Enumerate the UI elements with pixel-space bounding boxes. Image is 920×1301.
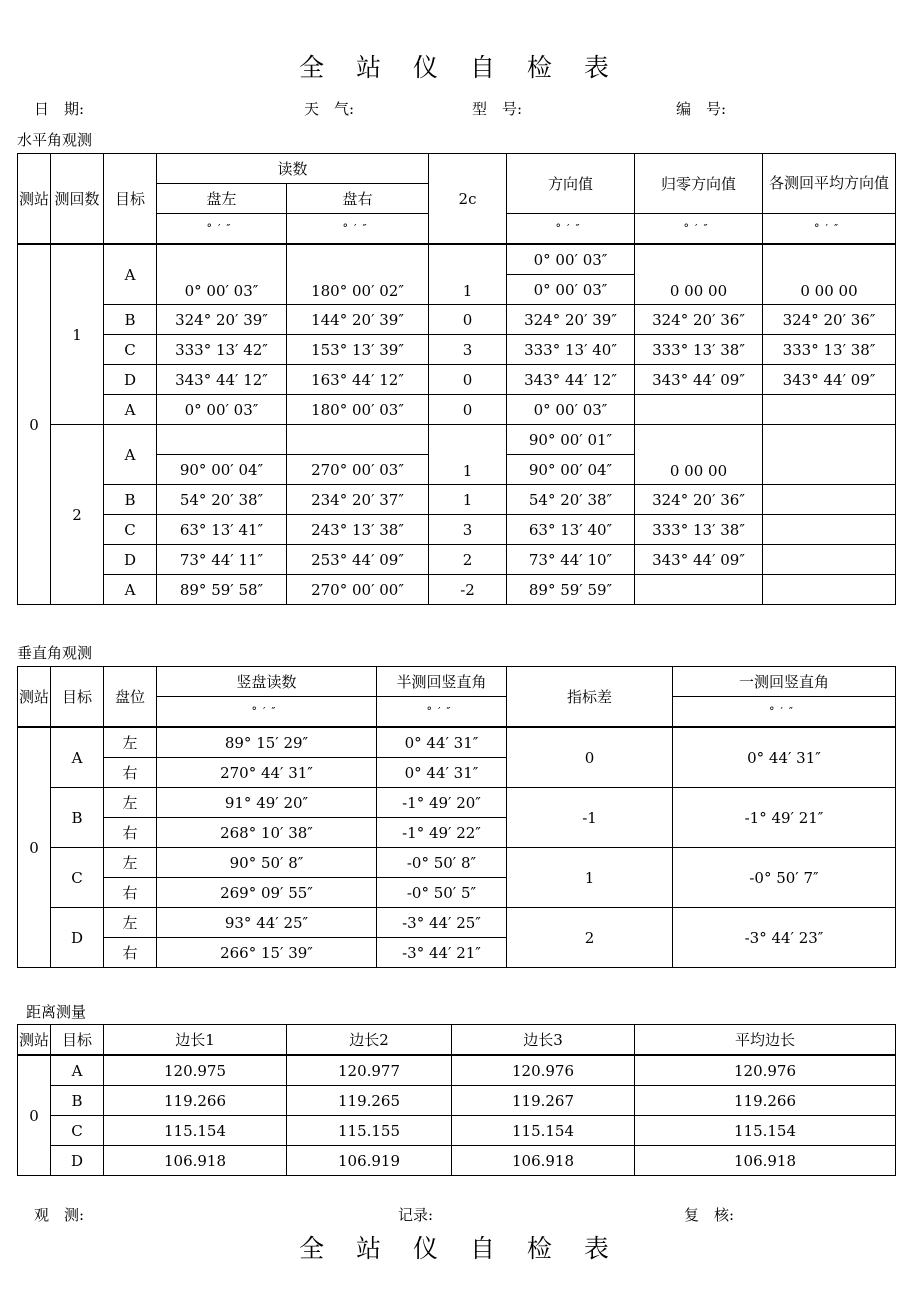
zeroed-direction: 324° 20′ 36″ [635,305,763,335]
2c-value: 3 [429,515,507,545]
header-round: 测回数 [51,154,104,245]
right-reading: 234° 20′ 37″ [287,485,429,515]
table-row [18,1055,896,1086]
target-cell: A [104,395,157,425]
header-station: 测站 [18,1025,51,1056]
direction-value: 63° 13′ 40″ [507,515,635,545]
half-round-angle: -1° 49′ 22″ [377,818,507,848]
right-reading: 153° 13′ 39″ [287,335,429,365]
right-reading: 144° 20′ 39″ [287,305,429,335]
left-reading [157,425,287,455]
header-side3: 边长3 [452,1025,635,1056]
units: °′″ [157,697,377,728]
left-reading: 54° 20′ 38″ [157,485,287,515]
header-full: 一测回竖直角 [673,667,896,697]
mean-direction: 343° 44′ 09″ [763,365,896,395]
header-average: 平均边长 [635,1025,896,1056]
distance-avg: 119.266 [635,1086,896,1116]
distance-s3: 119.267 [452,1086,635,1116]
mean-direction: 0 00 00 [763,244,896,305]
zeroed-direction: 0 00 00 [635,244,763,305]
position-cell: 右 [104,938,157,968]
half-round-angle: -0° 50′ 8″ [377,848,507,878]
table-row [18,575,896,605]
left-reading: 333° 13′ 42″ [157,335,287,365]
right-reading: 243° 13′ 38″ [287,515,429,545]
distance-s3: 115.154 [452,1116,635,1146]
left-reading: 63° 13′ 41″ [157,515,287,545]
target-cell: A [51,1055,104,1086]
distance-s1: 119.266 [104,1086,287,1116]
header-side2: 边长2 [287,1025,452,1056]
position-cell: 左 [104,848,157,878]
zeroed-direction: 343° 44′ 09″ [635,545,763,575]
distance-s1: 120.975 [104,1055,287,1086]
vertical-reading: 91° 49′ 20″ [157,788,377,818]
half-round-angle: 0° 44′ 31″ [377,758,507,788]
distance-s2: 115.155 [287,1116,452,1146]
units: °′″ [377,697,507,728]
full-round-angle: -3° 44′ 23″ [673,908,896,968]
2c-value: 2 [429,545,507,575]
zeroed-direction [635,395,763,425]
units: °′″ [673,697,896,728]
right-reading [287,425,429,455]
table-row [18,1146,896,1176]
zeroed-direction: 343° 44′ 09″ [635,365,763,395]
index-error: 2 [507,908,673,968]
table-row [18,1116,896,1146]
right-reading: 163° 44′ 12″ [287,365,429,395]
table-row [18,1086,896,1116]
vertical-reading: 89° 15′ 29″ [157,727,377,758]
header-station: 测站 [18,154,51,245]
direction-value: 89° 59′ 59″ [507,575,635,605]
index-error: 0 [507,727,673,788]
mean-direction: 324° 20′ 36″ [763,305,896,335]
distance-s3: 120.976 [452,1055,635,1086]
direction-value: 343° 44′ 12″ [507,365,635,395]
target-cell: C [51,1116,104,1146]
units: °′″ [763,214,896,245]
half-round-angle: -1° 49′ 20″ [377,788,507,818]
station-cell: 0 [18,244,51,605]
direction-value: 0° 00′ 03″ [507,275,635,305]
target-cell: B [51,788,104,848]
checker-label: 复 核: [684,1206,735,1224]
direction-value: 54° 20′ 38″ [507,485,635,515]
full-round-angle: -1° 49′ 21″ [673,788,896,848]
table-row [18,727,896,758]
vertical-reading: 269° 09′ 55″ [157,878,377,908]
table-row [18,425,896,455]
right-reading: 253° 44′ 09″ [287,545,429,575]
mean-direction [763,485,896,515]
mean-direction: 333° 13′ 38″ [763,335,896,365]
target-cell: A [51,727,104,788]
position-cell: 右 [104,818,157,848]
2c-value: 0 [429,395,507,425]
recorder-label: 记录: [398,1206,434,1224]
station-cell: 0 [18,727,51,968]
distance-s1: 115.154 [104,1116,287,1146]
header-half: 半测回竖直角 [377,667,507,697]
2c-value: 1 [429,244,507,305]
right-reading: 270° 00′ 00″ [287,575,429,605]
round-cell: 2 [51,425,104,605]
table-row [18,908,896,938]
target-cell: C [51,848,104,908]
left-reading: 0° 00′ 03″ [157,395,287,425]
date-label: 日 期: [34,100,85,118]
table-row [18,395,896,425]
target-cell: C [104,515,157,545]
horizontal-angle-table [17,153,896,605]
units: °′″ [635,214,763,245]
table-row [18,545,896,575]
header-target: 目标 [104,154,157,245]
units: °′″ [157,214,287,245]
table-row [18,244,896,275]
vertical-section-title: 垂直角观测 [17,644,93,662]
target-cell: D [104,365,157,395]
units: °′″ [287,214,429,245]
table-row [18,305,896,335]
distance-avg: 120.976 [635,1055,896,1086]
target-cell: A [104,244,157,305]
left-reading: 324° 20′ 39″ [157,305,287,335]
mean-direction [763,395,896,425]
distance-s2: 106.919 [287,1146,452,1176]
zeroed-direction: 0 00 00 [635,425,763,485]
right-reading: 180° 00′ 03″ [287,395,429,425]
target-cell: C [104,335,157,365]
distance-section-title: 距离测量 [26,1003,87,1021]
header-target: 目标 [51,667,104,728]
half-round-angle: 0° 44′ 31″ [377,727,507,758]
vertical-angle-table [17,666,896,968]
left-reading: 0° 00′ 03″ [157,244,287,305]
full-round-angle: -0° 50′ 7″ [673,848,896,908]
target-cell: D [51,1146,104,1176]
header-right: 盘右 [287,184,429,214]
number-label: 编 号: [676,100,727,118]
vertical-reading: 90° 50′ 8″ [157,848,377,878]
right-reading: 180° 00′ 02″ [287,244,429,305]
horizontal-section-title: 水平角观测 [17,131,93,149]
target-cell: B [104,305,157,335]
table-row [18,365,896,395]
index-error: 1 [507,848,673,908]
distance-s1: 106.918 [104,1146,287,1176]
units: °′″ [507,214,635,245]
direction-value: 324° 20′ 39″ [507,305,635,335]
header-station: 测站 [18,667,51,728]
left-reading: 73° 44′ 11″ [157,545,287,575]
vertical-reading: 270° 44′ 31″ [157,758,377,788]
2c-value: -2 [429,575,507,605]
table-row [18,515,896,545]
index-error: -1 [507,788,673,848]
half-round-angle: -3° 44′ 25″ [377,908,507,938]
model-label: 型 号: [472,100,523,118]
direction-value: 73° 44′ 10″ [507,545,635,575]
left-reading: 343° 44′ 12″ [157,365,287,395]
header-direction: 方向值 [507,154,635,214]
header-reading: 竖盘读数 [157,667,377,697]
distance-avg: 115.154 [635,1116,896,1146]
observer-label: 观 测: [34,1206,85,1224]
direction-value: 90° 00′ 04″ [507,455,635,485]
header-position: 盘位 [104,667,157,728]
header-2c: 2c [429,154,507,245]
table-row [18,485,896,515]
table-row [18,788,896,818]
vertical-reading: 93° 44′ 25″ [157,908,377,938]
2c-value: 0 [429,365,507,395]
header-index: 指标差 [507,667,673,728]
direction-value: 90° 00′ 01″ [507,425,635,455]
target-cell: A [104,575,157,605]
position-cell: 右 [104,878,157,908]
position-cell: 右 [104,758,157,788]
target-cell: D [104,545,157,575]
page-title: 全 站 仪 自 检 表 [299,53,621,82]
target-cell: B [51,1086,104,1116]
left-reading: 90° 00′ 04″ [157,455,287,485]
zeroed-direction: 333° 13′ 38″ [635,335,763,365]
header-reading: 读数 [157,154,429,184]
target-cell: D [51,908,104,968]
mean-direction [763,545,896,575]
position-cell: 左 [104,788,157,818]
table-row [18,335,896,365]
target-cell: B [104,485,157,515]
position-cell: 左 [104,727,157,758]
header-left: 盘左 [157,184,287,214]
zeroed-direction: 333° 13′ 38″ [635,515,763,545]
right-reading: 270° 00′ 03″ [287,455,429,485]
distance-s3: 106.918 [452,1146,635,1176]
mean-direction [763,425,896,485]
header-target: 目标 [51,1025,104,1056]
2c-value: 0 [429,305,507,335]
half-round-angle: -0° 50′ 5″ [377,878,507,908]
direction-value: 0° 00′ 03″ [507,244,635,275]
zeroed-direction [635,575,763,605]
mean-direction [763,575,896,605]
vertical-reading: 268° 10′ 38″ [157,818,377,848]
distance-s2: 120.977 [287,1055,452,1086]
vertical-reading: 266° 15′ 39″ [157,938,377,968]
left-reading: 89° 59′ 58″ [157,575,287,605]
distance-s2: 119.265 [287,1086,452,1116]
direction-value: 0° 00′ 03″ [507,395,635,425]
2c-value: 3 [429,335,507,365]
distance-table [17,1024,896,1176]
weather-label: 天 气: [304,100,355,118]
page-title-repeat: 全 站 仪 自 检 表 [299,1234,621,1263]
distance-avg: 106.918 [635,1146,896,1176]
2c-value: 1 [429,485,507,515]
mean-direction [763,515,896,545]
target-cell: A [104,425,157,485]
station-cell: 0 [18,1055,51,1176]
header-side1: 边长1 [104,1025,287,1056]
zeroed-direction: 324° 20′ 36″ [635,485,763,515]
half-round-angle: -3° 44′ 21″ [377,938,507,968]
header-zeroed: 归零方向值 [635,154,763,214]
2c-value: 1 [429,425,507,485]
position-cell: 左 [104,908,157,938]
full-round-angle: 0° 44′ 31″ [673,727,896,788]
direction-value: 333° 13′ 40″ [507,335,635,365]
header-mean: 各测回平均方向值 [763,154,896,214]
round-cell: 1 [51,244,104,425]
table-row [18,848,896,878]
